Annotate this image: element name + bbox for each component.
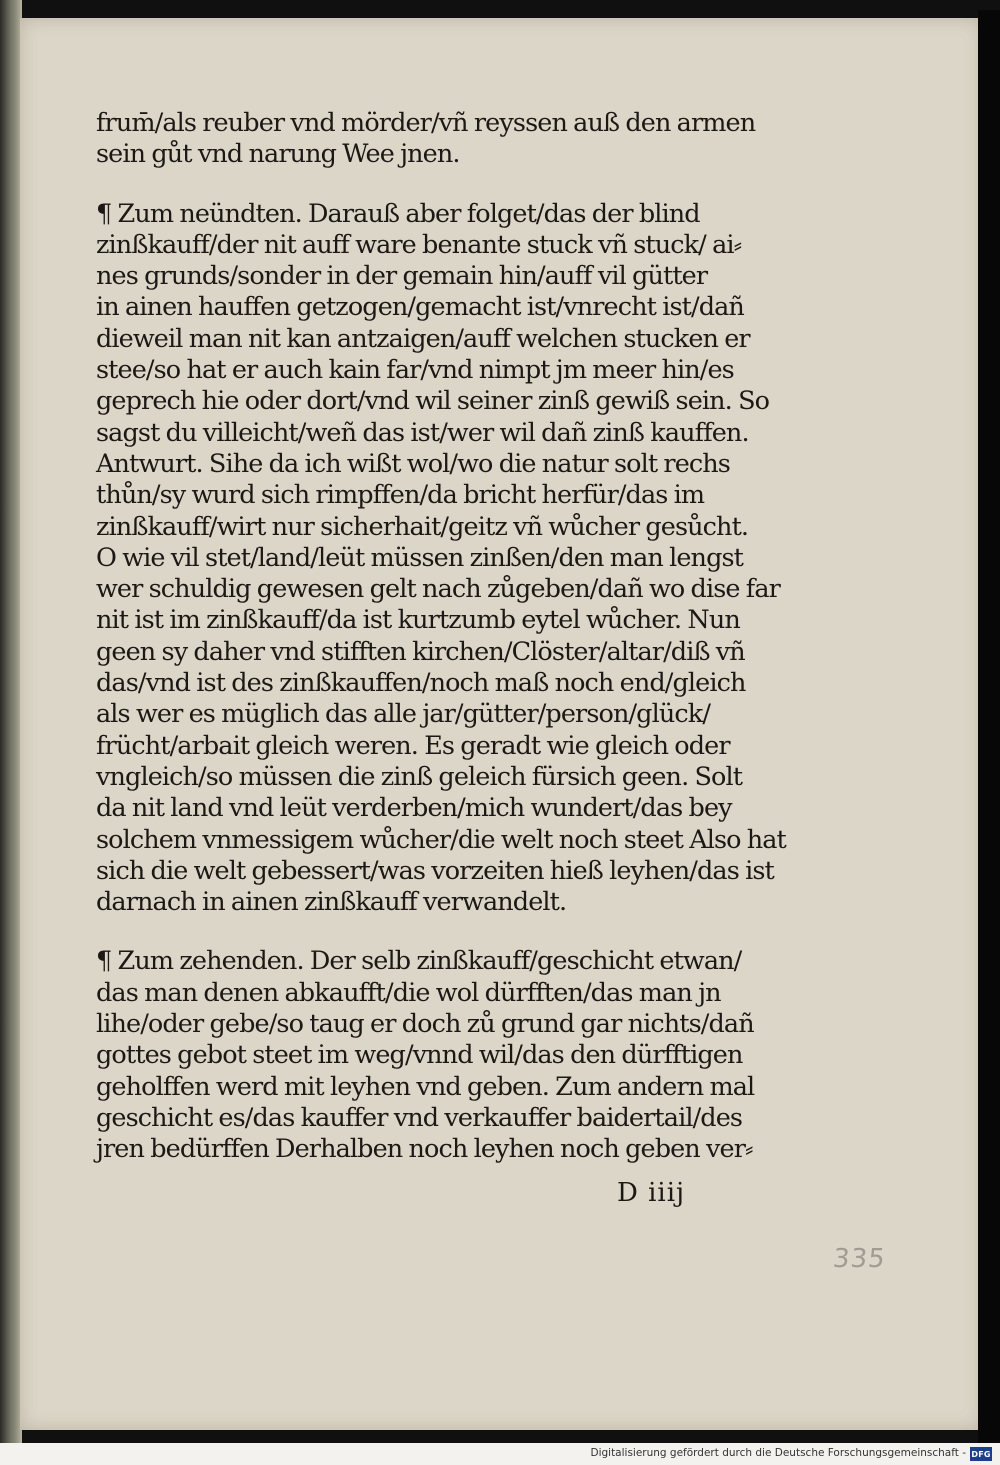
text-line: ¶ Zum neündten. Darauß aber folget/das der blind bbox=[96, 198, 700, 229]
text-line: zinßkauff/wirt nur sicherhait/geitz vñ wůcher gesůcht. bbox=[96, 511, 749, 542]
funding-credit: Digitalisierung gefördert durch die Deutsche Forschungsgemeinschaft - bbox=[590, 1447, 966, 1459]
text-line: geholffen werd mit leyhen vnd geben. Zum andern mal bbox=[96, 1071, 755, 1102]
text-line: solchem vnmessigem wůcher/die welt noch steet Also hat bbox=[96, 824, 786, 855]
text-line: sich die welt gebessert/was vorzeiten hieß leyhen/das ist bbox=[96, 855, 774, 886]
paragraph bbox=[96, 199, 786, 919]
text-line: als wer es müglich das alle jar/gütter/person/glück/ bbox=[96, 699, 711, 730]
text-line: darnach in ainen zinßkauff verwandelt. bbox=[96, 887, 567, 918]
text-line: ¶ Zum zehenden. Der selb zinßkauff/geschicht etwan/ bbox=[96, 946, 742, 977]
paragraph bbox=[96, 108, 786, 171]
text-line: da nit land vnd leüt verderben/mich wundert/das bey bbox=[96, 793, 732, 824]
dfg-logo-icon[interactable]: DFG bbox=[970, 1447, 992, 1461]
text-line: lihe/oder gebe/so taug er doch zů grund gar nichts/dañ bbox=[96, 1009, 754, 1040]
text-line: in ainen hauffen getzogen/gemacht ist/vnrecht ist/dañ bbox=[96, 292, 744, 323]
page-shadow-edge bbox=[978, 10, 1000, 1443]
text-line: frum̄/als reuber vnd mörder/vñ reyssen auß den armen bbox=[96, 108, 756, 138]
text-line: geschicht es/das kauffer vnd verkauffer baidertail/des bbox=[96, 1102, 743, 1133]
text-line: gottes gebot steet im weg/vnnd wil/das den dürfftigen bbox=[96, 1040, 743, 1071]
footer-bar bbox=[0, 1443, 1000, 1465]
text-line: vngleich/so müssen die zinß geleich fürsich geen. Solt bbox=[96, 761, 743, 792]
text-line: O wie vil stet/land/leüt müssen zinßen/den man lengst bbox=[96, 542, 744, 573]
text-line: thůn/sy wurd sich rimpffen/da bricht herfür/das im bbox=[96, 480, 705, 511]
text-line: nit ist im zinßkauff/da ist kurtzumb eytel wůcher. Nun bbox=[96, 605, 740, 636]
text-line: nes grunds/sonder in der gemain hin/auff vil gütter bbox=[96, 261, 708, 292]
text-line: geen sy daher vnd stifften kirchen/Clöster/altar/diß vñ bbox=[96, 636, 745, 667]
text-line: sein gůt vnd narung Wee jnen. bbox=[96, 139, 460, 170]
book-spine-edge bbox=[0, 0, 22, 1443]
text-line: das man denen abkaufft/die wol dürfften/das man jn bbox=[96, 977, 721, 1008]
text-line: das/vnd ist des zinßkauffen/noch maß noch end/gleich bbox=[96, 668, 746, 699]
pencil-folio-number: 335 bbox=[831, 1244, 888, 1274]
text-line: geprech hie oder dort/vnd wil seiner zinß gewiß sein. So bbox=[96, 386, 770, 417]
text-line: wer schuldig gewesen gelt nach zůgeben/dañ wo dise far bbox=[96, 574, 780, 605]
text-line: zinßkauff/der nit auff ware benante stuck vñ stuck/ ai⸗ bbox=[96, 229, 742, 260]
signature-mark: D iiij bbox=[617, 1178, 686, 1208]
text-line: jren bedürffen Derhalben noch leyhen noch geben ver⸗ bbox=[96, 1134, 753, 1165]
text-line: Antwurt. Sihe da ich wißt wol/wo die natur solt rechs bbox=[96, 448, 730, 479]
paragraph bbox=[96, 946, 786, 1165]
body-text bbox=[96, 108, 786, 1166]
text-line: frücht/arbait gleich weren. Es geradt wie gleich oder bbox=[96, 730, 730, 761]
text-line: dieweil man nit kan antzaigen/auff welchen stucken er bbox=[96, 323, 750, 354]
text-line: stee/so hat er auch kain far/vnd nimpt jm meer hin/es bbox=[96, 355, 734, 386]
text-line: sagst du villeicht/weñ das ist/wer wil dañ zinß kauffen. bbox=[96, 417, 749, 448]
